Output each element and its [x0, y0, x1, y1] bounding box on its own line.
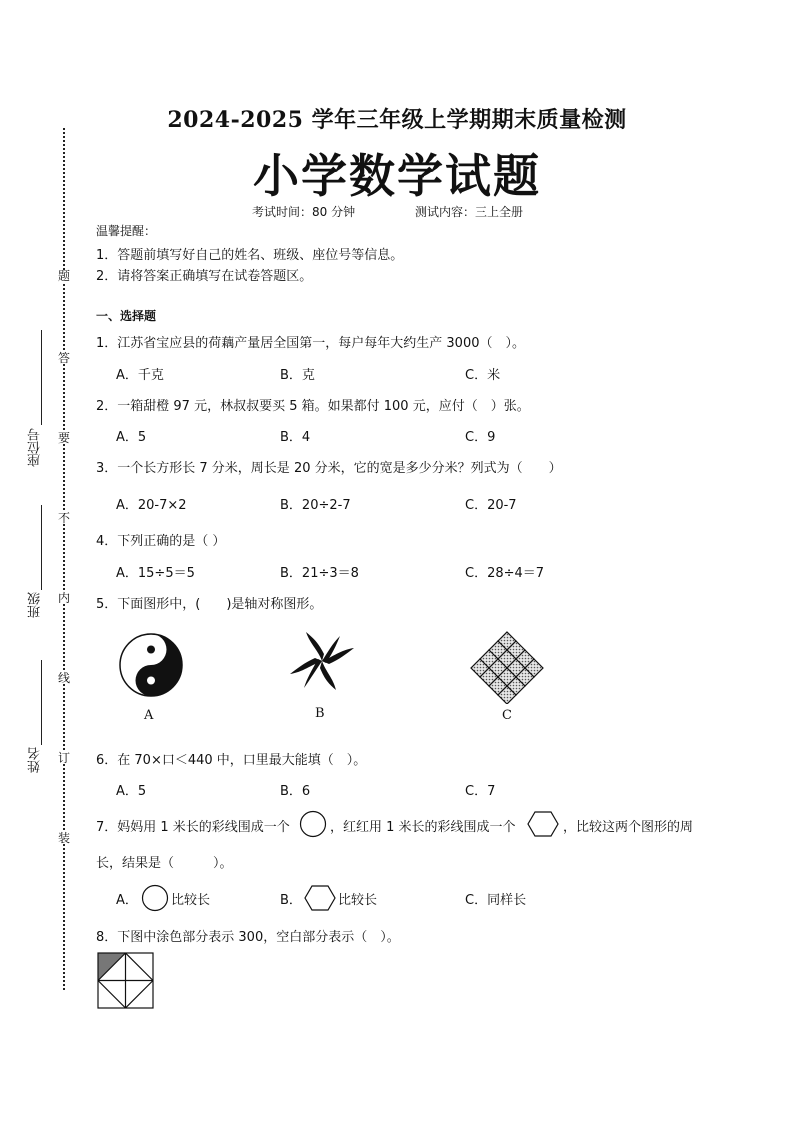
question-stem: 6．在 70×口＜440 中，口里最大能填（ ）。	[96, 753, 367, 768]
question-stem-part2: ，红红用 1 米长的彩线围成一个	[330, 820, 516, 835]
option-a[interactable]: A．	[116, 893, 138, 908]
class-field-line[interactable]	[41, 505, 42, 590]
question-stem-part1: 7．妈妈用 1 米长的彩线围成一个	[96, 820, 290, 835]
seal-char: 内	[58, 591, 71, 605]
option-b[interactable]: B．4	[280, 430, 311, 445]
option-a[interactable]: A．5	[116, 430, 147, 445]
option-b[interactable]: B．	[280, 893, 302, 908]
hexagon-icon	[526, 810, 560, 838]
option-b[interactable]: B．6	[280, 784, 311, 799]
circle-icon	[140, 884, 170, 912]
option-c[interactable]: C．9	[465, 430, 496, 445]
notice-item: 1．答题前填写好自己的姓名、班级、座位号等信息。	[96, 248, 404, 263]
question-stem: 4．下列正确的是（ ）	[96, 534, 226, 549]
option-a[interactable]: A．20-7×2	[116, 498, 187, 513]
option-a[interactable]: A．15÷5＝5	[116, 566, 195, 581]
notice-item: 2．请将答案正确填写在试卷答题区。	[96, 269, 313, 284]
option-b[interactable]: B．克	[280, 368, 315, 383]
hexagon-icon	[303, 884, 337, 912]
seat-field-line[interactable]	[41, 330, 42, 425]
seal-char: 线	[58, 671, 71, 685]
shaded-square-figure	[97, 952, 155, 1010]
option-a[interactable]: A．千克	[116, 368, 164, 383]
option-b-text: 比较长	[338, 893, 378, 908]
option-c[interactable]: C．28÷4＝7	[465, 566, 545, 581]
question-stem: 1．江苏省宝应县的荷藕产量居全国第一，每户每年大约生产 3000（ ）。	[96, 336, 525, 351]
option-a[interactable]: A．5	[116, 784, 147, 799]
question-stem: 8．下图中涂色部分表示 300，空白部分表示（ ）。	[96, 930, 400, 945]
seal-char: 要	[58, 431, 71, 445]
class-label: 班级	[28, 592, 43, 618]
exam-content: 测试内容：三上全册	[415, 205, 524, 219]
name-field-line[interactable]	[41, 660, 42, 745]
question-stem: 2．一箱甜橙 97 元，林叔叔要买 5 箱。如果都付 100 元，应付（ ）张。	[96, 399, 530, 414]
seal-char: 装	[58, 831, 71, 845]
option-a-text: 比较长	[171, 893, 211, 908]
section-title: 一、选择题	[96, 309, 157, 323]
seal-char: 订	[58, 751, 71, 765]
question-stem: 3．一个长方形长 7 分米，周长是 20 分米，它的宽是多少分米？列式为（ ）	[96, 461, 562, 476]
name-label: 姓名	[28, 747, 43, 773]
notice-heading: 温馨提醒：	[96, 224, 157, 238]
figure-label-b: B	[315, 706, 325, 721]
seal-char: 不	[58, 511, 71, 525]
option-c[interactable]: C．7	[465, 784, 496, 799]
seal-char: 答	[58, 351, 71, 365]
binding-dotted-line	[63, 128, 65, 990]
main-title: 小学数学试题	[253, 149, 541, 203]
circle-icon	[298, 810, 328, 838]
option-c[interactable]: C．20-7	[465, 498, 517, 513]
option-b[interactable]: B．20÷2-7	[280, 498, 351, 513]
option-c[interactable]: C．同样长	[465, 893, 527, 908]
figure-label-c: C	[502, 708, 512, 723]
question-stem-line2: 长，结果是（ ）。	[96, 856, 233, 871]
figure-label-a: A	[144, 708, 154, 723]
option-c[interactable]: C．米	[465, 368, 501, 383]
yin-yang-figure[interactable]	[116, 630, 186, 700]
question-stem: 5．下面图形中，( )是轴对称图形。	[96, 597, 323, 612]
question-stem-part3: ，比较这两个图形的周	[563, 820, 694, 835]
option-b[interactable]: B．21÷3＝8	[280, 566, 359, 581]
pinwheel-figure[interactable]	[280, 626, 364, 696]
exam-title-line: 2024-2025 学年三年级上学期期末质量检测	[167, 107, 627, 133]
seat-label: 座位号	[28, 428, 43, 467]
seal-char: 题	[58, 269, 71, 283]
exam-time: 考试时间：80 分钟	[252, 205, 356, 219]
lattice-figure[interactable]	[470, 630, 544, 704]
